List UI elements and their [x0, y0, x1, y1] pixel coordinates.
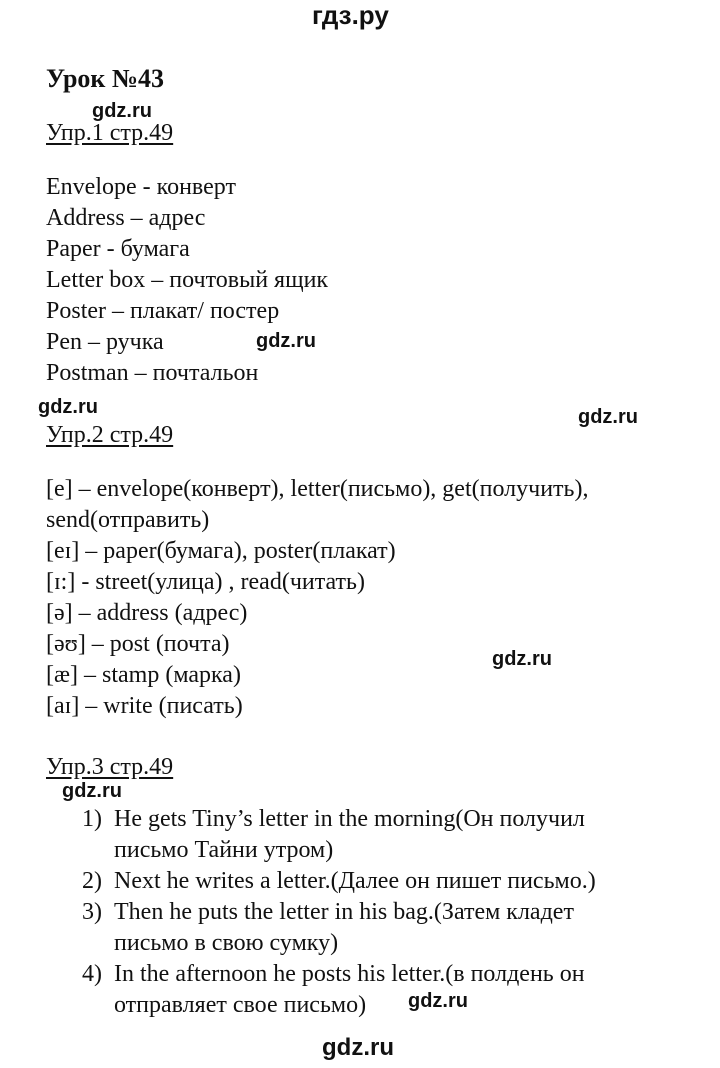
list-item-line: отправляет свое письмо) [114, 992, 367, 1018]
vocab-line: Paper - бумага [46, 236, 190, 262]
list-item-line: He gets Tiny’s letter in the morning(Он получил [114, 806, 585, 832]
watermark: gdz.ru [38, 396, 98, 418]
footer-watermark: gdz.ru [322, 1034, 394, 1061]
vocab-line: Poster – плакат/ постер [46, 298, 280, 324]
watermark: gdz.ru [492, 648, 552, 670]
list-item-line: In the afternoon he posts his letter.(в полдень он [114, 961, 585, 987]
watermark: gdz.ru [578, 406, 638, 428]
vocab-line: Postman – почтальон [46, 360, 259, 386]
watermark: gdz.ru [256, 330, 316, 352]
header-watermark: гдз.ру [312, 0, 389, 30]
phonetic-line: [əʊ] – post (почта) [46, 631, 230, 657]
list-item-line: Then he puts the letter in his bag.(Затем кладет [114, 899, 574, 925]
phonetic-line: [e] – envelope(конверт), letter(письмо), get(получить), [46, 476, 589, 502]
list-number: 4) [82, 961, 102, 987]
phonetic-line: [aɪ] – write (писать) [46, 693, 243, 719]
section-heading-2: Упр.2 стр.49 [46, 422, 174, 448]
phonetic-line: send(отправить) [46, 507, 210, 533]
list-item-line: письмо в свою сумку) [114, 930, 339, 956]
phonetic-line: [æ] – stamp (марка) [46, 662, 241, 688]
vocab-line: Envelope - конверт [46, 174, 236, 200]
page-title: Урок №43 [46, 64, 165, 93]
vocab-line: Pen – ручка [46, 329, 164, 355]
phonetic-line: [ə] – address (адрес) [46, 600, 248, 626]
watermark: gdz.ru [62, 780, 122, 802]
section-heading-3: Упр.3 стр.49 [46, 754, 174, 780]
list-item-line: письмо Тайни утром) [114, 837, 334, 863]
vocab-line: Address – адрес [46, 205, 206, 231]
section-heading-1: Упр.1 стр.49 [46, 120, 174, 146]
phonetic-line: [eɪ] – paper(бумага), poster(плакат) [46, 538, 396, 564]
list-number: 3) [82, 899, 102, 925]
list-number: 2) [82, 868, 102, 894]
list-item-line: Next he writes a letter.(Далее он пишет письмо.) [114, 868, 596, 894]
vocab-line: Letter box – почтовый ящик [46, 267, 329, 293]
list-number: 1) [82, 806, 102, 832]
watermark: gdz.ru [408, 990, 468, 1012]
phonetic-line: [ɪ:] - street(улица) , read(читать) [46, 569, 365, 595]
watermark: gdz.ru [92, 100, 152, 122]
